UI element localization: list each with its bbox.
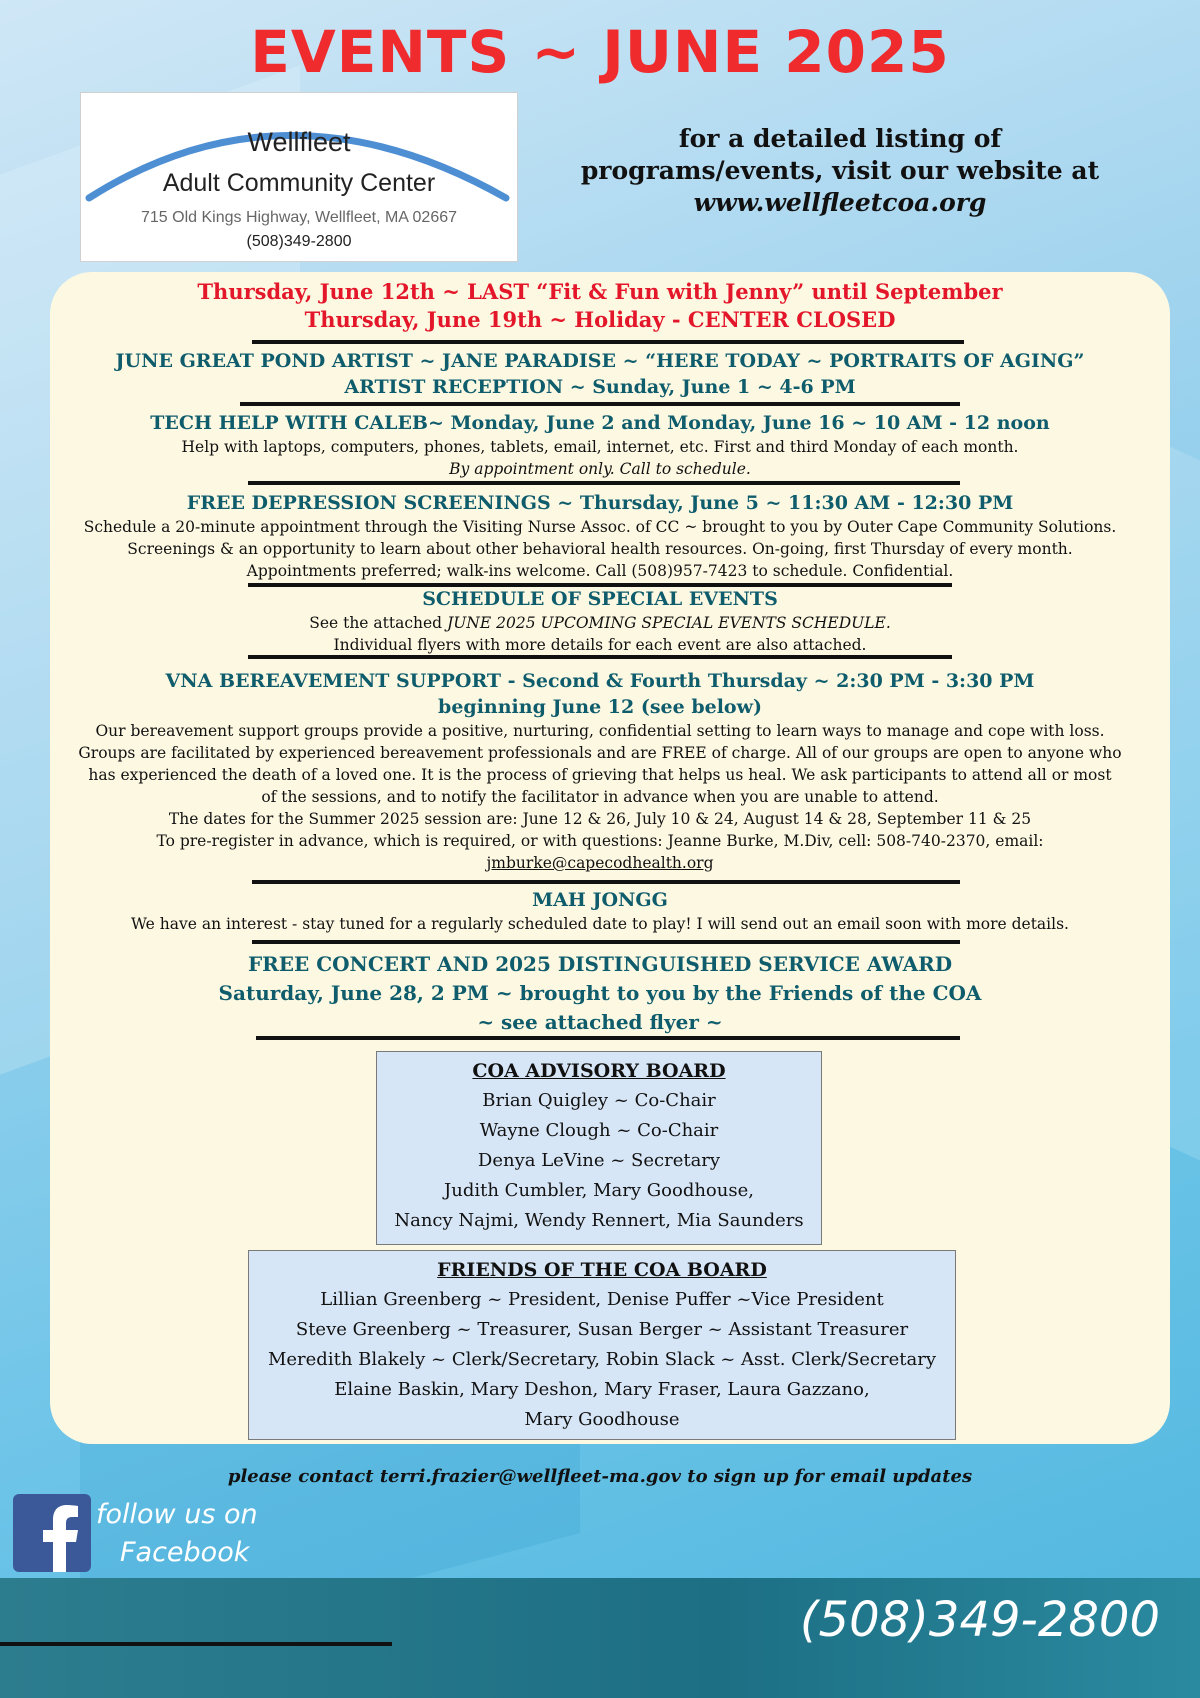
website-info [580,123,1100,219]
friends-board-heading: FRIENDS OF THE COA BOARD [437,1259,767,1281]
concert-line1: FREE CONCERT AND 2025 DISTINGUISHED SERVICE AWARD [247,952,953,976]
facebook-icon[interactable] [13,1494,91,1572]
artist-line2: ARTIST RECEPTION ~ Sunday, June 1 ~ 4-6 PM [344,376,856,398]
facebook-follow-link[interactable] [96,1496,296,1572]
divider [248,481,960,485]
friends-member: Lillian Greenberg ~ President, Denise Puffer ~Vice President [320,1289,884,1310]
divider [240,402,960,406]
concert-line2: Saturday, June 28, 2 PM ~ brought to you by the Friends of the COA [218,981,982,1005]
bereavement-line6: To pre-register in advance, which is required, or with questions: Jeanne Burke, M.Div, cell: 508-740-2370, email: [156,832,1044,850]
bereavement-heading2: beginning June 12 (see below) [438,696,762,718]
concert-line3: ~ see attached flyer ~ [477,1010,723,1034]
mahjongg-body: We have an interest - stay tuned for a regularly scheduled date to play! I will send out an email soon with more details. [131,915,1069,933]
tech-body: Help with laptops, computers, phones, tablets, email, internet, etc. First and third Monday of each month. [181,438,1019,456]
advisory-board-heading: COA ADVISORY BOARD [472,1060,726,1082]
special-line2: Individual flyers with more details for each event are also attached. [333,636,867,654]
website-line2: programs/events, visit our website at [580,156,1100,185]
advisory-member: Wayne Clough ~ Co-Chair [479,1120,719,1141]
logo-name-line1: Wellfleet [247,127,351,157]
depression-heading: FREE DEPRESSION SCREENINGS ~ Thursday, June 5 ~ 11:30 AM - 12:30 PM [186,492,1014,514]
advisory-member: Judith Cumbler, Mary Goodhouse, [444,1180,754,1201]
logo-name-line2: Adult Community Center [162,169,436,197]
bereavement-section [0,668,1200,874]
depression-line1: Schedule a 20-minute appointment through the Visiting Nurse Assoc. of CC ~ brought to you by Outer Cape Community Solutions. [83,518,1117,536]
facebook-line2: Facebook [120,1537,250,1568]
friends-member: Steve Greenberg ~ Treasurer, Susan Berger ~ Assistant Treasurer [295,1319,909,1340]
logo-address: 715 Old Kings Highway, Wellfleet, MA 02667 [140,209,458,226]
advisory-board-box [376,1051,822,1245]
friends-member: Meredith Blakely ~ Clerk/Secretary, Robin Slack ~ Asst. Clerk/Secretary [267,1349,937,1370]
mahjongg-heading: MAH JONGG [532,889,668,911]
notice-line1: Thursday, June 12th ~ LAST “Fit & Fun with Jenny” until September [197,279,1003,304]
friends-board-box [248,1250,956,1440]
mahjongg-section [0,887,1200,935]
footer-line [0,1642,392,1646]
depression-line2: Screenings & an opportunity to learn about other behavioral health resources. On-going, first Thursday of every month. [127,540,1073,558]
bereavement-line1: Our bereavement support groups provide a positive, nurturing, confidential setting to learn ways to manage and cope with loss. [95,722,1105,740]
bereavement-email-link[interactable]: jmburke@capecodhealth.org [486,854,714,872]
depression-screening-section [0,490,1200,582]
notice-line2: Thursday, June 19th ~ Holiday - CENTER CLOSED [304,307,896,332]
bereavement-line2: Groups are facilitated by experienced bereavement professionals and are FREE of charge. All of our groups are open to anyone who [78,744,1122,762]
bereavement-heading1: VNA BEREAVEMENT SUPPORT - Second & Fourth Thursday ~ 2:30 PM - 3:30 PM [165,670,1035,692]
special-heading: SCHEDULE OF SPECIAL EVENTS [422,588,778,610]
website-url[interactable]: www.wellfleetcoa.org [693,188,987,217]
email-signup-contact[interactable]: please contact terri.frazier@wellfleet-ma.gov to sign up for email updates [227,1466,973,1487]
special-events-section [0,586,1200,656]
artist-section [0,348,1200,400]
bereavement-line3: has experienced the death of a loved one. It is the process of grieving that helps us heal. We ask participants to attend all or most [88,766,1112,784]
divider [248,655,952,659]
divider [252,880,960,884]
bereavement-line5: The dates for the Summer 2025 session are: June 12 & 26, July 10 & 24, August 14 & 28, September 11 & 25 [168,810,1032,828]
artist-line1: JUNE GREAT POND ARTIST ~ JANE PARADISE ~ “HERE TODAY ~ PORTRAITS OF AGING” [115,350,1085,372]
depression-line3: Appointments preferred; walk-ins welcome. Call (508)957-7423 to schedule. Confidential. [246,562,954,580]
center-logo [80,92,518,262]
footer-phone: (508)349-2800 [799,1592,1160,1648]
website-line1: for a detailed listing of [678,124,1002,153]
logo-phone: (508)349-2800 [246,233,352,250]
tech-note: By appointment only. Call to schedule. [449,460,751,478]
divider [256,1036,960,1040]
friends-member: Mary Goodhouse [524,1409,680,1430]
tech-heading: TECH HELP WITH CALEB~ Monday, June 2 and Monday, June 16 ~ 10 AM - 12 noon [150,412,1050,434]
special-line1: See the attached JUNE 2025 UPCOMING SPECIAL EVENTS SCHEDULE. [309,614,891,632]
advisory-member: Nancy Najmi, Wendy Rennert, Mia Saunders [394,1210,804,1231]
bereavement-line4: of the sessions, and to notify the facilitator in advance when you are unable to attend. [261,788,939,806]
advisory-member: Brian Quigley ~ Co-Chair [482,1090,716,1111]
divider [252,340,964,344]
friends-member: Elaine Baskin, Mary Deshon, Mary Fraser, Laura Gazzano, [334,1379,870,1400]
divider [252,940,960,944]
notice-section [0,278,1200,334]
advisory-member: Denya LeVine ~ Secretary [477,1150,721,1171]
page-title: EVENTS ~ JUNE 2025 [250,18,950,86]
facebook-line1: follow us on [96,1499,258,1530]
tech-help-section [0,410,1200,480]
concert-section [0,950,1200,1037]
